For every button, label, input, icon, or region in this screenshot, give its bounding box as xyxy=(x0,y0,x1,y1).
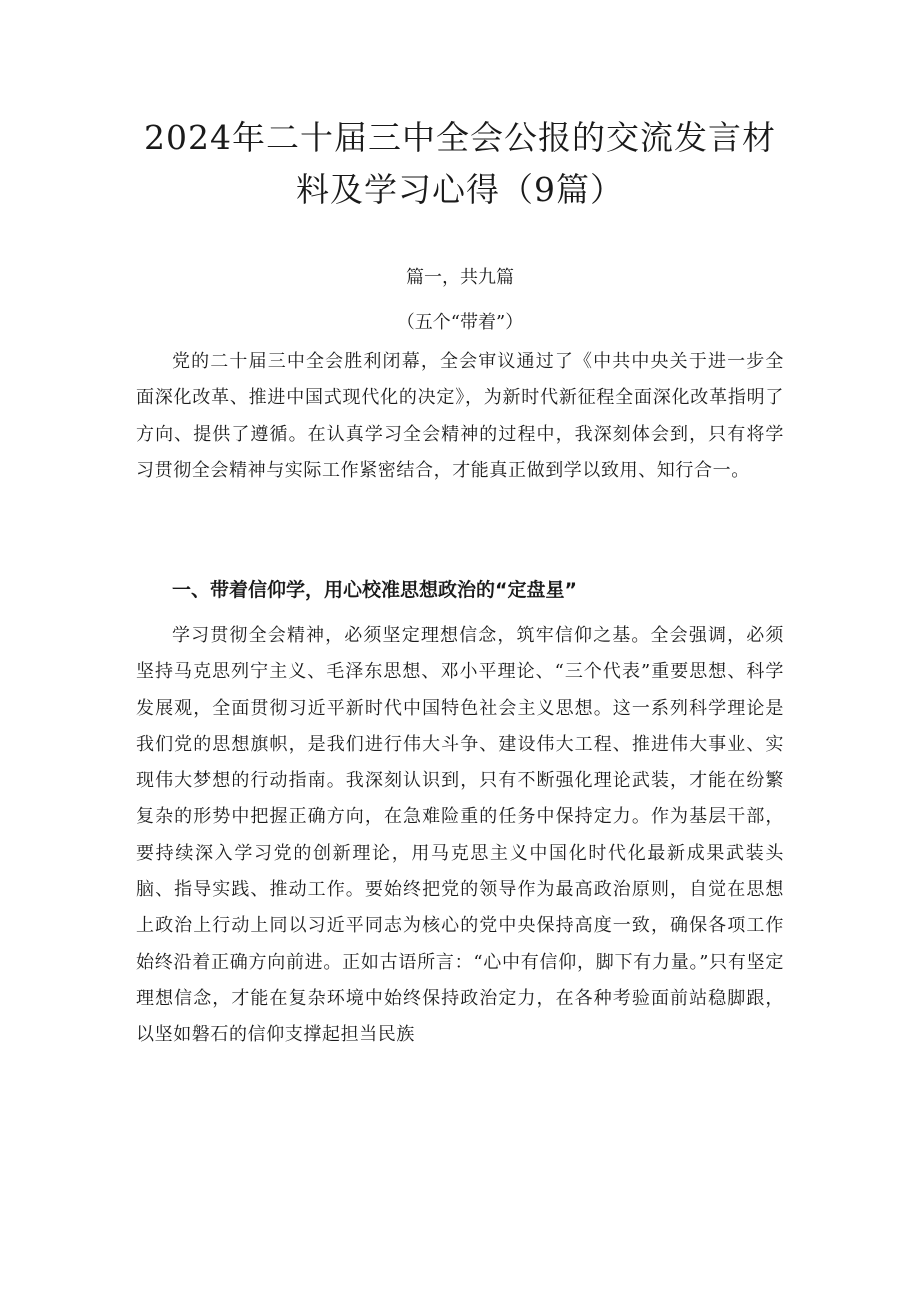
part-subtitle: （五个“带着”） xyxy=(396,312,524,333)
title-line-1: 2024年二十届三中全会公报的交流发言材 xyxy=(144,118,776,157)
intro-paragraph: 党的二十届三中全会胜利闭幕，全会审议通过了《中共中央关于进一步全面深化改革、推进中国式现代化的决定》，为新时代新征程全面深化改革指明了方向、提供了遵循。在认真学习全会精神的过程中，我深刻体会到，只有将学习贯彻全会精神与实际工作紧密结合，才能真正做到学以致用、知行合一。 xyxy=(136,351,784,481)
part-title: 篇一，共九篇 xyxy=(406,267,514,288)
title-line-2: 料及学习心得（9篇） xyxy=(296,170,624,209)
document-title xyxy=(120,112,800,216)
section-paragraph: 学习贯彻全会精神，必须坚定理想信念，筑牢信仰之基。全会强调，必须坚持马克思列宁主义、毛泽东思想、邓小平理论、“三个代表”重要思想、科学发展观，全面贯彻习近平新时代中国特色社会主义思想。这一系列科学理论是我们党的思想旗帜，是我们进行伟大斗争、建设伟大工程、推进伟大事业、实现伟大梦想的行动指南。我深刻认识到，只有不断强化理论武装，才能在纷繁复杂的形势中把握正确方向，在急难险重的任务中保持定力。作为基层干部，要持续深入学习党的创新理论，用马克思主义中国化时代化最新成果武装头脑、指导实践、推动工作。要始终把党的领导作为最高政治原则，自觉在思想上政治上行动上同以习近平同志为核心的党中央保持高度一致，确保各项工作始终沿着正确方向前进。正如古语所言：“心中有信仰，脚下有力量。”只有坚定理想信念，才能在复杂环境中始终保持政治定力，在各种考验面前站稳脚跟，以坚如磐石的信仰支撑起担当民族 xyxy=(136,625,784,1046)
section-heading: 一、带着信仰学，用心校准思想政治的“定盘星” xyxy=(172,579,577,601)
